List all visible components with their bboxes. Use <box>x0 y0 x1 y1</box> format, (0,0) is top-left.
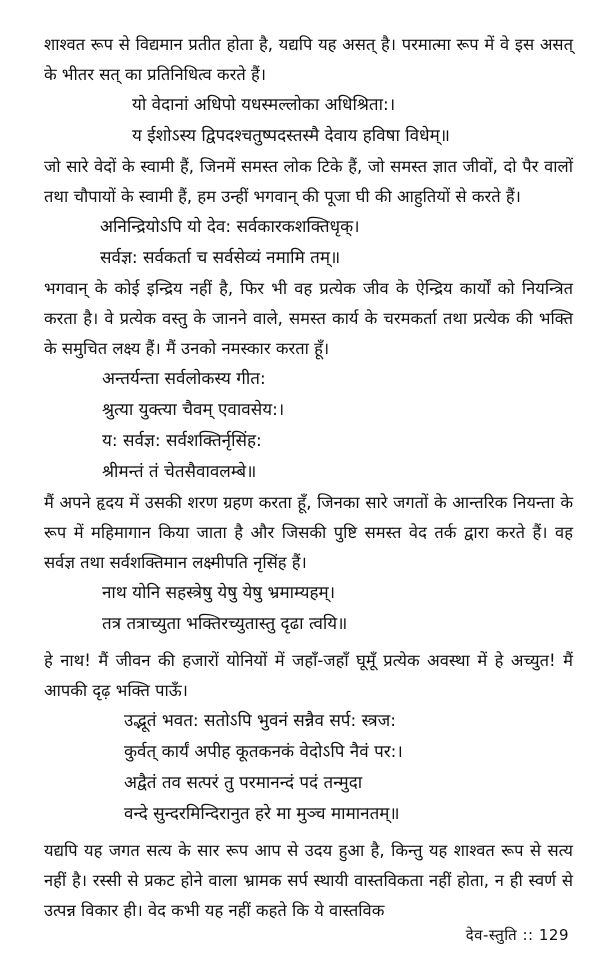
verse-line: यो वेदानां अधिपो यधस्मल्लोका अधिश्रिता:। <box>132 95 396 115</box>
verse-line: वन्दे सुन्दरमिन्दिरानुत हरे मा मुञ्च मामानतम्॥ <box>124 804 400 824</box>
page-footer-running-title: देव-स्तुति :: 129 <box>465 926 569 944</box>
verse-3 <box>102 364 573 488</box>
verse-line: नाथ योनि सहस्त्रेषु येषु येषु भ्रमाम्यहम्। <box>102 583 336 603</box>
paragraph-translation-5: यद्यपि यह जगत सत्य के सार रूप आप से उदय हुआ है, किन्तु यह शाश्वत रूप से सत्य नहीं है। रस्सी से प्रकट होने वाला भ्रामक सर्प स्थायी वास्तविकता नहीं होता, न ही स्वर्ण से उत्पन्न विकार ही। वेद कभी यह नहीं कहते कि ये वास्तविक <box>44 841 573 920</box>
verse-line: य: सर्वज्ञ: सर्वशक्तिर्नृसिंह: <box>102 431 262 451</box>
verse-2 <box>100 212 573 274</box>
paragraph-translation-4: हे नाथ! मैं जीवन की हजारों योनियों में जहाँ-जहाँ घूमूँ प्रत्येक अवस्था में हे अच्युत! मैं आपकी दृढ़ भक्ति पाऊँ। <box>44 651 573 700</box>
verse-line: सर्वज्ञ: सर्वकर्ता च सर्वसेव्यं नमामि तम्॥ <box>100 248 341 268</box>
verse-line: कुर्वत् कार्यं अपीह कूतकनकं वेदोऽपि नैवं पर:। <box>124 742 403 762</box>
verse-line: श्रीमन्तं तं चेतसैवावलम्बे॥ <box>102 462 257 482</box>
paragraph-translation-1: जो सारे वेदों के स्वामी हैं, जिनमें समस्त लोक टिके हैं, जो समस्त ज्ञात जीवों, दो पैर वालों तथा चौपायों के स्वामी हैं, हम उन्हीं भगवान् की पूजा घी की आहुतियों से करते हैं। <box>44 157 573 206</box>
paragraph-intro: शाश्वत रूप से विद्यमान प्रतीत होता है, यद्यपि यह असत् है। परमात्मा रूप में वे इस असत् के भीतर सत् का प्रतिनिधित्व करते हैं। <box>44 35 573 84</box>
verse-5 <box>124 706 573 830</box>
verse-line: तत्र तत्राच्युता भक्तिरच्युतास्तु दृढा त्वयि॥ <box>102 614 348 634</box>
verse-4 <box>102 578 573 640</box>
paragraph-translation-3: मैं अपने हृदय में उसकी शरण ग्रहण करता हूँ, जिनका सारे जगतों के आन्तरिक नियन्ता के रूप में महिमागान किया जाता है और जिसकी पुष्टि समस्त वेद तर्क द्वारा करते हैं। वह सर्वज्ञ तथा सर्वशक्तिमान लक्ष्मीपति नृसिंह हैं। <box>44 493 573 572</box>
verse-line: अनिन्द्रियोऽपि यो देव: सर्वकारकशक्तिधृक्। <box>100 217 360 237</box>
paragraph-translation-2: भगवान् के कोई इन्द्रिय नहीं है, फिर भी वह प्रत्येक जीव के ऐन्द्रिय कार्यों को नियन्त्रित करता है। वे प्रत्येक वस्तु के जानने वाले, समस्त कार्य के चरमकर्ता तथा प्रत्येक की भक्ति के समुचित लक्ष्य हैं। मैं उनको नमस्कार करता हूँ। <box>44 279 573 358</box>
verse-line: अद्वैतं तव सत्परं तु परमानन्दं पदं तन्मुदा <box>124 773 363 793</box>
verse-1 <box>132 90 573 152</box>
verse-line: श्रुत्या युक्त्या चैवम् एवावसेय:। <box>102 400 285 420</box>
verse-line: उद्भूतं भवत: सतोऽपि भुवनं सन्नैव सर्प: स्त्रज: <box>124 711 396 731</box>
verse-line: य ईशोऽस्य द्विपदश्चतुष्पदस्तस्मै देवाय हविषा विधेम्॥ <box>132 126 450 146</box>
verse-line: अन्तर्यन्ता सर्वलोकस्य गीत: <box>102 369 266 389</box>
